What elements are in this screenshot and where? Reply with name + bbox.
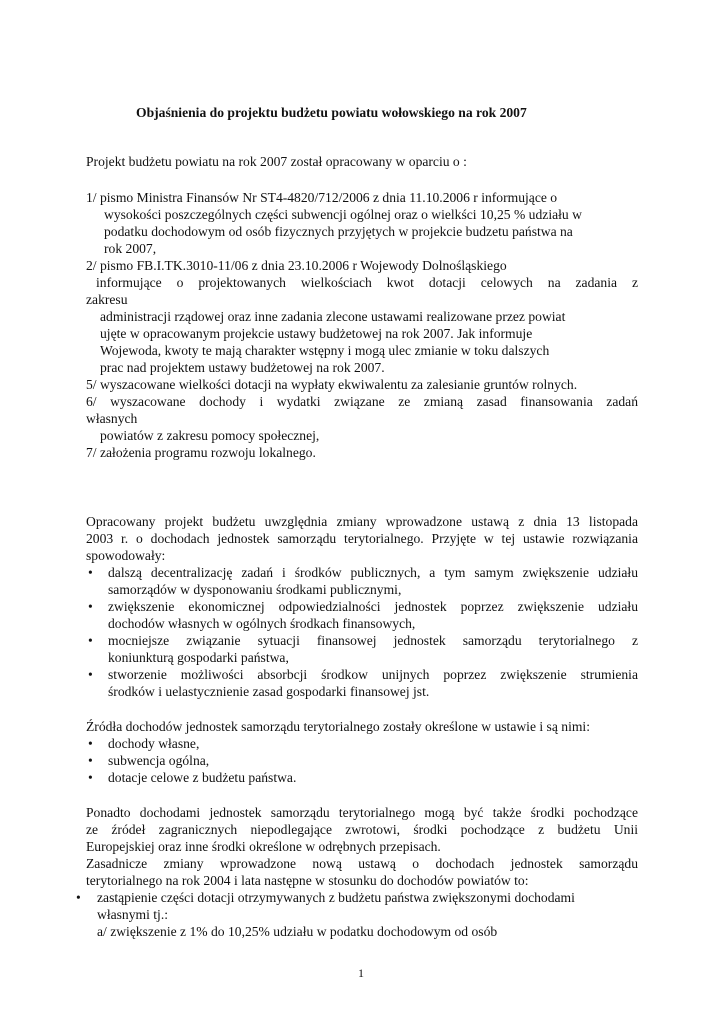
document-title: Objaśnienia do projektu budżetu powiatu wołowskiego na rok 2007 — [136, 105, 527, 120]
list-item: samorządów w dysponowaniu środkami publicznymi, — [108, 582, 402, 597]
list-item: dochody własne, — [108, 736, 200, 751]
bullet-icon: • — [88, 565, 93, 580]
list-item: dotacje celowe z budżetu państwa. — [108, 770, 297, 785]
list-item: zastąpienie części dotacji otrzymywanych z budżetu państwa zwiększonymi dochodami — [97, 890, 575, 905]
source-line: własnych — [86, 411, 138, 426]
paragraph-line: ze źródeł zagranicznych niepodlegające zwrotowi, środki pochodzące z budżetu Unii — [86, 822, 638, 837]
list-item: dalszą decentralizację zadań i środków publicznych, a tym samym zwiększenie udziału — [108, 565, 638, 580]
bullet-icon: • — [88, 599, 93, 614]
source-line: administracji rządowej oraz inne zadania zlecone ustawami realizowane przez powiat — [100, 309, 566, 324]
list-item: koniunkturą gospodarki państwa, — [108, 650, 289, 665]
source-line: Wojewoda, kwoty te mają charakter wstępny i mogą ulec zmianie w toku dalszych — [100, 343, 550, 358]
list-item: dochodów własnych w ogólnych środkach finansowych, — [108, 616, 416, 631]
source-line: 1/ pismo Ministra Finansów Nr ST4-4820/712/2006 z dnia 11.10.2006 r informujące o — [86, 190, 558, 205]
paragraph-line: Ponadto dochodami jednostek samorządu terytorialnego mogą być także środki pochodzące — [86, 805, 638, 820]
sub-item: a/ zwiększenie z 1% do 10,25% udziału w podatku dochodowym od osób — [97, 924, 498, 939]
list-item: zwiększenie ekonomicznej odpowiedzialności jednostek poprzez zwiększenie udziału — [108, 599, 638, 614]
source-line: rok 2007, — [104, 241, 157, 256]
source-line: 2/ pismo FB.I.TK.3010-11/06 z dnia 23.10.2006 r Wojewody Dolnośląskiego — [86, 258, 507, 273]
bullet-icon: • — [88, 667, 93, 682]
source-line: 5/ wyszacowane wielkości dotacji na wypłaty ekwiwalentu za zalesianie gruntów rolnych. — [86, 377, 578, 392]
page-number: 1 — [358, 966, 364, 980]
source-line: informujące o projektowanych wielkościach kwot dotacji celowych na zadania z — [96, 275, 638, 290]
source-line: 6/ wyszacowane dochody i wydatki związane ze zmianą zasad finansowania zadań — [86, 394, 638, 409]
paragraph-line: terytorialnego na rok 2004 i lata następne w stosunku do dochodów powiatów to: — [86, 873, 529, 888]
source-line: powiatów z zakresu pomocy społecznej, — [100, 428, 320, 443]
list-item: mocniejsze związanie sytuacji finansowej jednostek samorządu terytorialnego z — [108, 633, 638, 648]
list-item: stworzenie możliwości absorbcji środkow unijnych poprzez zwiększenie strumienia — [108, 667, 638, 682]
list-item: własnymi tj.: — [97, 907, 168, 922]
paragraph-line: Opracowany projekt budżetu uwzględnia zmiany wprowadzone ustawą z dnia 13 listopada — [86, 514, 638, 529]
paragraph-line: Europejskiej oraz inne środki określone w odrębnych przepisach. — [86, 839, 441, 854]
paragraph-line: Zasadnicze zmiany wprowadzone nową ustawą o dochodach jednostek samorządu — [86, 856, 638, 871]
paragraph-line: Źródła dochodów jednostek samorządu terytorialnego zostały określone w ustawie i są nimi: — [86, 719, 590, 734]
source-line: wysokości poszczególnych części subwencji ogólnej oraz o wielkści 10,25 % udziału w — [104, 207, 582, 222]
source-line: zakresu — [86, 292, 128, 307]
source-line: prac nad projektem ustawy budżetowej na rok 2007. — [100, 360, 385, 375]
intro-line: Projekt budżetu powiatu na rok 2007 został opracowany w oparciu o : — [86, 154, 467, 169]
paragraph-line: spowodowały: — [86, 548, 166, 563]
paragraph-line: 2003 r. o dochodach jednostek samorządu terytorialnego. Przyjęte w tej ustawie rozwiązania — [86, 531, 638, 546]
list-item: subwencja ogólna, — [108, 753, 210, 768]
source-line: podatku dochodowym od osób fizycznych przyjętych w projekcie budzetu państwa na — [104, 224, 573, 239]
source-line: ujęte w opracowanym projekcie ustawy budżetowej na rok 2007. Jak informuje — [100, 326, 533, 341]
bullet-icon: • — [88, 736, 93, 751]
bullet-icon: • — [76, 890, 81, 905]
source-line: 7/ założenia programu rozwoju lokalnego. — [86, 445, 316, 460]
list-item: środków i uelastycznienie zasad gospodarki finansowej jst. — [108, 684, 430, 699]
bullet-icon: • — [88, 753, 93, 768]
bullet-icon: • — [88, 633, 93, 648]
bullet-icon: • — [88, 770, 93, 785]
